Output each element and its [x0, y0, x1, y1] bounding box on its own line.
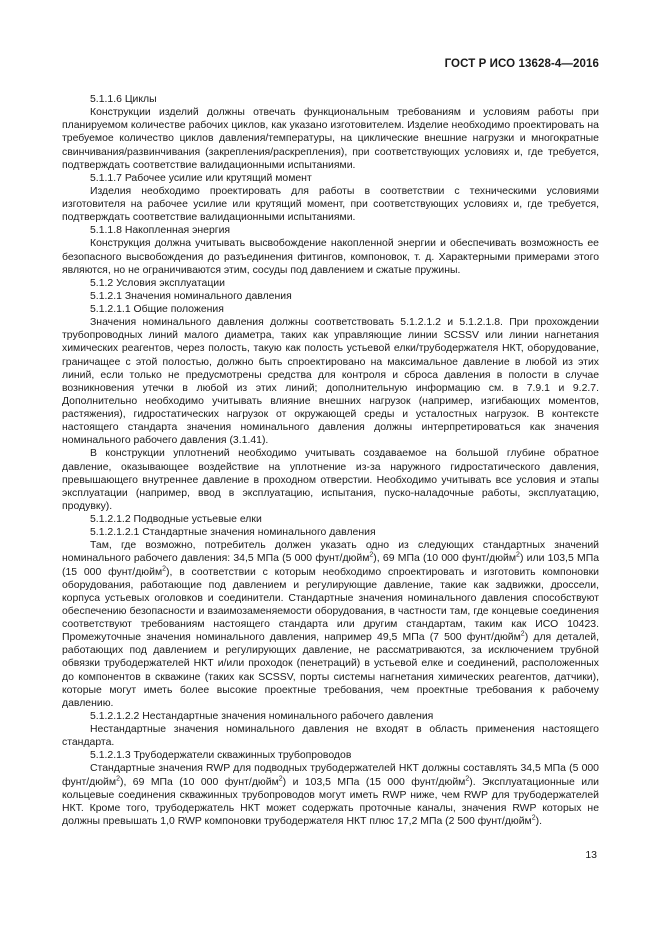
body-paragraph: Стандартные значения RWP для подводных трубодержателей НКТ должны составлять 34,5 МПа (5 000 фунт/дюйм$^2$), 69 МПа (10 000 фунт/дюйм$^2$) и 103,5 МПа (15 000 фунт/дюйм$^2$). Эксплуатационные или кольцевые соединения скважинных трубопроводов могут иметь RWP ниже, чем RWP для трубодержателей НКТ. Кроме того, трубодержатель НКТ может содержать проточные каналы, значения RWP которых не должны превышать 1,0 RWP компоновки трубодержателя НКТ плюс 17,2 МПа (2 500 фунт/дюйм$^2$). [62, 763, 599, 827]
section-heading: 5.1.1.6 Циклы [90, 94, 157, 105]
section-heading: 5.1.2.1.2.2 Нестандартные значения номинального рабочего давления [90, 710, 434, 722]
body-paragraph: В конструкции уплотнений необходимо учитывать создаваемое на большой глубине обратное давление, оказывающее воздействие на уплотнение из-за наружного гидростатического давления, превышающего внутреннее давление в проходном отверстии. Необходимо учитывать все условия и этапы эксплуатации (например, ввод в эксплуатацию, испытания, пуско-наладочные работы, эксплуатацию, продувку). [62, 448, 599, 512]
section-heading: 5.1.2.1.2 Подводные устьевые елки [90, 514, 262, 525]
section-heading: 5.1.2 Условия эксплуатации [90, 277, 225, 289]
section-heading: 5.1.2.1.2.1 Стандартные значения номинального давления [90, 527, 376, 539]
section-heading: 5.1.1.7 Рабочее усилие или крутящий момент [90, 172, 312, 184]
page-number: 13 [585, 849, 597, 861]
section-heading: 5.1.1.8 Накопленная энергия [90, 225, 231, 237]
section-heading: 5.1.2.1.3 Трубодержатели скважинных трубопроводов [90, 750, 352, 762]
body-paragraph: Изделия необходимо проектировать для работы в соответствии с техническими условиями изготовителя на рабочее усилие или крутящий момент, при соответствующих условиях и, где требуется, подтверждать соответствие валидационными испытаниями. [62, 185, 599, 224]
body-paragraph: Нестандартные значения номинального давления не входят в область применения настоящего стандарта. [62, 724, 599, 749]
section-heading: 5.1.2.1.1 Общие положения [90, 304, 224, 315]
section-heading: 5.1.2.1 Значения номинального давления [90, 290, 292, 302]
body-paragraph: Там, где возможно, потребитель должен указать одно из следующих стандартных значений номинального рабочего давления: 34,5 МПа (5 000 фунт/дюйм$^2$), 69 МПа (10 000 фунт/дюйм$^2$) или 103,5 МПа (15 000 фунт/дюйм$^2$), в соответствии с которым необходимо спроектировать и изготовить компоновки оборудования, работающие под давлением и регулирующие давление, такие как задвижки, дроссели, корпуса устьевых оголовков и соединители. Стандартные значения номинального давления способствуют обеспечению безопасности и взаимозаменяемости оборудования, в частности там, где концевые соединения соответствуют требованиям настоящего стандарта или другим стандартам, таким как ИСО 10423. Промежуточные значения номинального давления, например 49,5 МПа (7 500 фунт/дюйм$^2$) для деталей, работающих под давлением и регулирующих давление, не рассматриваются, за исключением трубной обвязки трубодержателей НКТ и/или проходок (пенетраций) в устьевой елке и соединений, расположенных до компонентов в скважине (таких как SCSSV, порты системы нагнетания химических реагентов, датчики), которые могут иметь более высокие проектные требования, чем проектные требования к рабочему давлению. [62, 540, 600, 709]
body-paragraph: Конструкции изделий должны отвечать функциональным требованиям и условиям работы при планируемом количестве рабочих циклов, как указано изготовителем. Изделие необходимо проектировать на требуемое количество циклов давления/температуры, на циклические внешние нагрузки и многократные свинчивания/развинчивания (закрепления/раскрепления), при соответствующих условиях и, где требуется, подтверждать соответствие валидационными испытаниями. [62, 107, 599, 171]
body-paragraph: Значения номинального давления должны соответствовать 5.1.2.1.2 и 5.1.2.1.8. При прохождении трубопроводных линий малого диаметра, таких как управляющие линии SCSSV или линии нагнетания химических реагентов, через полость, такую как полость устьевой елки/трубодержателя НКТ, оборудование, граничащее с этой полостью, должно быть спроектировано на максимальное давление в любой из этих линий, если только не предусмотрены средства для контроля и сброса давления в полости в случае возникновения утечки в любой из этих линий; дополнительную информацию см. в 7.9.1 и 9.2.7. Дополнительно необходимо учитывать влияние внешних нагрузок (например, изгибающих моментов, растяжения), гидростатических нагрузок от окружающей среды и усталостных нагрузок. В контексте настоящего стандарта значения номинального давления должны интерпретироваться как значения номинального рабочего давления (3.1.41). [62, 317, 599, 447]
document-code-header: ГОСТ Р ИСО 13628-4—2016 [444, 58, 599, 70]
document-body [62, 93, 599, 828]
body-paragraph: Конструкция должна учитывать высвобождение накопленной энергии и обеспечивать возможность ее безопасного высвобождения до разъединения фитингов, компоновок, т. д. Характерными примерами этого являются, но не ограничиваются этим, сосуды под давлением и сжатые пружины. [62, 238, 599, 276]
